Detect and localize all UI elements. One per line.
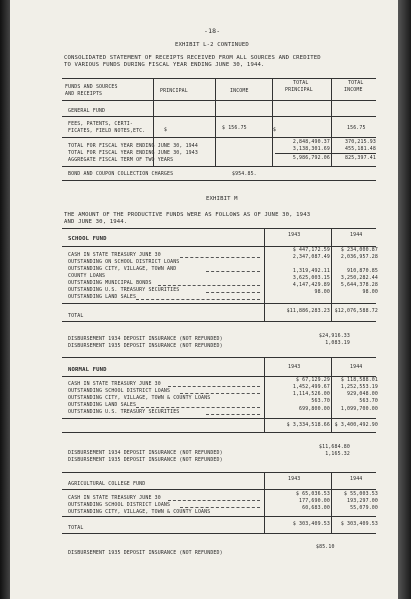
normal-disb-1934-value: $11,684.80 (319, 444, 350, 450)
column-rule (331, 472, 332, 533)
fees-row-label: FICATES, FIELD NOTES,ETC. (68, 128, 146, 134)
normal-row-label: OUTSTANDING SCHOOL DISTRICT LOANS (68, 388, 171, 394)
column-rule (331, 357, 332, 432)
column-rule (264, 228, 265, 321)
normal-value-1943: 699,800.00 (299, 406, 330, 412)
school-row-label: OUTSTANDING U.S. TREASURY SECURITIES (68, 287, 180, 293)
agricultural-year-1943: 1943 (288, 476, 301, 482)
agricultural-year-1944: 1944 (350, 476, 363, 482)
agricultural-total-label: TOTAL (68, 525, 84, 531)
normal-value-1943: $ 67,129.29 (295, 377, 330, 383)
school-value-1944: 98.00 (362, 289, 378, 295)
subtotal-rule (275, 153, 376, 154)
school-disb-1934-label: DISBURSEMENT 1934 DEPOSIT INSURANCE (NOT REFUNDED) (68, 336, 223, 342)
table-rule (62, 418, 376, 419)
school-row-label: OUTSTANDING MUNICIPAL BONDS (68, 280, 152, 286)
school-fund-heading: SCHOOL FUND (68, 236, 107, 242)
column-rule (215, 78, 216, 166)
agricultural-value-1944: 193,297.00 (347, 498, 378, 504)
table-rule (62, 100, 376, 101)
normal-total-1943: $ 3,334,518.66 (286, 422, 330, 428)
col-header-total-income: INCOME (344, 87, 363, 93)
leader-line (136, 299, 260, 300)
normal-total-1944: $ 3,400,492.90 (334, 422, 378, 428)
agricultural-disb-1935-value: $85.10 (316, 544, 335, 550)
table-rule (62, 180, 376, 181)
agricultural-value-1943: $ 65,036.53 (295, 491, 330, 497)
normal-disb-1935-value: 1,165.32 (325, 451, 350, 457)
normal-value-1943: 1,452,499.67 (292, 384, 330, 390)
leader-line (206, 292, 260, 293)
agricultural-fund-heading: AGRICULTURAL COLLEGE FUND (68, 481, 146, 487)
table-rule (62, 78, 376, 79)
fees-total-income-value: 156.75 (347, 125, 366, 131)
agricultural-total-1943: $ 303,409.53 (292, 521, 330, 527)
normal-row-label: OUTSTANDING CITY, VILLAGE, TOWN & COUNTY LOANS (68, 395, 211, 401)
table-rule (62, 303, 376, 304)
table-rule (62, 137, 376, 138)
exhibit-l2-title: EXHIBIT L-2 CONTINUED (175, 42, 249, 48)
leader-line (180, 507, 260, 508)
aggregate-label: AGGREGATE FISCAL TERM OF TWO YEARS (68, 157, 174, 163)
school-total-1943: $11,886,283.23 (286, 308, 330, 314)
exhibit-l2-heading-line1: CONSOLIDATED STATEMENT OF RECEIPTS RECEIVED FROM ALL SOURCES AND CREDITED (64, 55, 321, 61)
normal-year-1943: 1943 (288, 364, 301, 370)
school-value-1944: $ 234,000.87 (340, 247, 378, 253)
column-rule (331, 78, 332, 166)
leader-line (206, 271, 260, 272)
column-rule (272, 78, 273, 166)
school-row-label: OUTSTANDING LAND SALES (68, 294, 137, 300)
bond-charges-label: BOND AND COUPON COLLECTION CHARGES (68, 171, 174, 177)
agricultural-row-label: OUTSTANDING CITY, VILLAGE, TOWN & COUNTY LOANS (68, 509, 211, 515)
school-value-1943: 98.00 (314, 289, 330, 295)
leader-line (158, 285, 260, 286)
table-rule (62, 357, 376, 358)
bond-charges-value: $954.85. (232, 171, 257, 177)
page-number: -18- (204, 27, 221, 35)
normal-value-1944: 1,252,553.19 (340, 384, 378, 390)
col-header-income: INCOME (230, 88, 249, 94)
column-rule (153, 78, 154, 166)
column-rule (331, 228, 332, 321)
school-row-label: CASH IN STATE TREASURY JUNE 30 (68, 252, 161, 258)
school-value-1943: 3,625,003.15 (292, 275, 330, 281)
agricultural-total-1944: $ 303,409.53 (340, 521, 378, 527)
col-header-principal: PRINCIPAL (160, 88, 188, 94)
col-header-total-income: TOTAL (348, 80, 364, 86)
fees-total-principal-dollar: $ (273, 127, 277, 133)
table-rule (62, 533, 376, 534)
school-row-label: OUTSTANDING CITY, VILLAGE, TOWN AND (68, 266, 177, 272)
normal-value-1944: 563.70 (359, 398, 378, 404)
school-year-1944: 1944 (350, 232, 363, 238)
agricultural-value-1944: 55,079.00 (350, 505, 378, 511)
normal-value-1944: 929,048.00 (347, 391, 378, 397)
fees-row-label: FEES, PATENTS, CERTI- (68, 121, 133, 127)
agricultural-row-label: CASH IN STATE TREASURY JUNE 30 (68, 495, 161, 501)
leader-line (168, 500, 260, 501)
total-1943-label: TOTAL FOR FISCAL YEAR ENDING JUNE 30, 1943 (68, 150, 198, 156)
school-value-1943: 2,347,087.49 (292, 254, 330, 260)
school-value-1943: 1,319,492.11 (292, 268, 330, 274)
leader-line (168, 386, 260, 387)
school-disb-1935-value: 1,083.19 (325, 340, 350, 346)
table-rule (62, 321, 376, 322)
normal-disb-1934-label: DISBURSEMENT 1934 DEPOSIT INSURANCE (NOT REFUNDED) (68, 450, 223, 456)
agricultural-value-1944: $ 55,003.53 (343, 491, 378, 497)
page-edge-left (0, 0, 10, 599)
table-rule (62, 472, 376, 473)
school-value-1943: $ 447,172.59 (292, 247, 330, 253)
exhibit-m-title: EXHIBIT M (206, 196, 238, 202)
school-row-label: COUNTY LOANS (68, 273, 106, 279)
normal-row-label: OUTSTANDING U.S. TREASURY SECURITIES (68, 409, 180, 415)
fees-income-value: $ 156.75 (222, 125, 247, 131)
total-1944-label: TOTAL FOR FISCAL YEAR ENDING JUNE 30, 1944 (68, 143, 198, 149)
school-row-label: OUTSTANDING ON SCHOOL DISTRICT LOANS (68, 259, 180, 265)
leader-line (206, 414, 260, 415)
fees-principal-dollar: $ (164, 127, 168, 133)
agricultural-disb-1935-label: DISBURSEMENT 1935 DEPOSIT INSURANCE (NOT REFUNDED) (68, 550, 223, 556)
exhibit-l2-heading-line2: TO VARIOUS FUNDS DURING FISCAL YEAR ENDING JUNE 30, 1944. (64, 62, 265, 68)
normal-disb-1935-label: DISBURSEMENT 1935 DEPOSIT INSURANCE (NOT REFUNDED) (68, 457, 223, 463)
leader-line (180, 257, 260, 258)
school-value-1944: 3,250,282.44 (340, 275, 378, 281)
school-disb-1934-value: $24,916.33 (319, 333, 350, 339)
school-value-1944: 2,036,957.28 (340, 254, 378, 260)
table-rule (62, 432, 376, 433)
table-rule (62, 516, 376, 517)
col-header-total-principal: TOTAL (293, 80, 309, 86)
normal-fund-heading: NORMAL FUND (68, 367, 107, 373)
exhibit-m-intro-line2: AND JUNE 30, 1944. (64, 219, 128, 225)
table-rule (62, 166, 376, 167)
table-rule (62, 489, 376, 490)
page-edge-right (398, 0, 411, 599)
total-1944-principal: 2,848,490.37 (292, 139, 330, 145)
column-rule (264, 357, 265, 432)
leader-line (180, 393, 260, 394)
school-disb-1935-label: DISBURSEMENT 1935 DEPOSIT INSURANCE (NOT REFUNDED) (68, 343, 223, 349)
school-total-1944: $12,076,588.72 (334, 308, 378, 314)
general-fund-heading: GENERAL FUND (68, 108, 106, 114)
school-value-1943: 4,147,429.89 (292, 282, 330, 288)
school-value-1944: 5,644,378.28 (340, 282, 378, 288)
normal-row-label: CASH IN STATE TREASURY JUNE 30 (68, 381, 161, 387)
agricultural-value-1943: 177,690.00 (299, 498, 330, 504)
total-1943-principal: 3,138,301.69 (292, 146, 330, 152)
aggregate-income: 825,397.41 (345, 155, 376, 161)
school-value-1944: 910,870.85 (347, 268, 378, 274)
normal-year-1944: 1944 (350, 364, 363, 370)
table-rule (62, 228, 376, 229)
normal-value-1944: $ 118,588.01 (340, 377, 378, 383)
column-rule (264, 472, 265, 533)
leader-line (136, 407, 260, 408)
document-page (10, 0, 398, 599)
agricultural-row-label: OUTSTANDING SCHOOL DISTRICT LOANS (68, 502, 171, 508)
normal-value-1944: 1,099,700.00 (340, 406, 378, 412)
school-year-1943: 1943 (288, 232, 301, 238)
normal-row-label: OUTSTANDING LAND SALES (68, 402, 137, 408)
normal-value-1943: 1,114,526.00 (292, 391, 330, 397)
exhibit-m-intro-line1: THE AMOUNT OF THE PRODUCTIVE FUNDS WERE AS FOLLOWS AS OF JUNE 30, 1943 (64, 212, 311, 218)
total-1943-income: 455,181.48 (345, 146, 376, 152)
normal-value-1943: 563.70 (311, 398, 330, 404)
aggregate-principal: 5,986,792.06 (292, 155, 330, 161)
agricultural-value-1943: 60,683.00 (302, 505, 330, 511)
col-header-funds: FUNDS AND SOURCES (65, 84, 118, 90)
table-rule (62, 116, 376, 117)
school-total-label: TOTAL (68, 313, 84, 319)
total-1944-income: 370,215.93 (345, 139, 376, 145)
col-header-total-principal: PRINCIPAL (285, 87, 313, 93)
col-header-funds: AND RECEIPTS (65, 91, 103, 97)
